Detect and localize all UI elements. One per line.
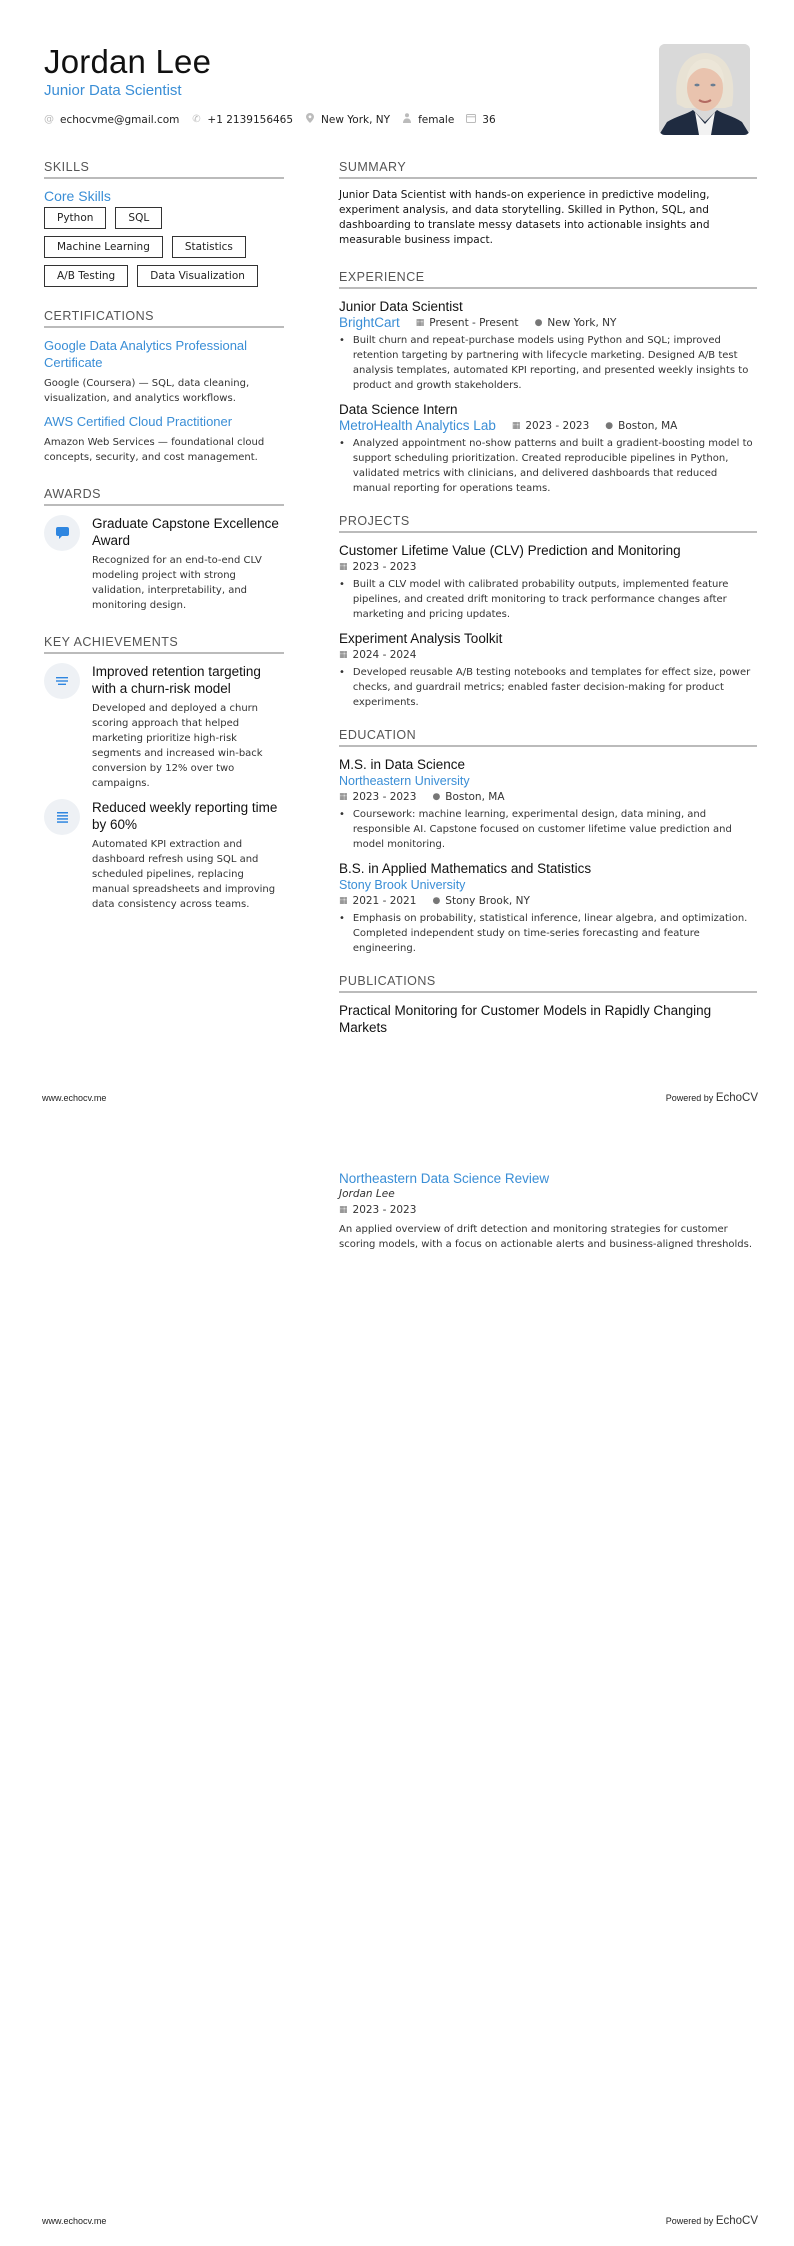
footer-powered: Powered by EchoCV [665, 2215, 758, 2227]
person-icon [402, 113, 412, 126]
summary-text: Junior Data Scientist with hands-on experience in predictive modeling, experiment analysis, and data storytelling. Skilled in Python, SQL, and dashboarding to translate messy datasets into actionable insights and measurable business impact. [339, 189, 710, 246]
publication-continued [339, 1170, 757, 1252]
education-location: Stony Brook, NY [445, 895, 530, 907]
project-dates: 2023 - 2023 [352, 561, 417, 573]
certification-desc: Google (Coursera) — SQL, data cleaning, visualization, and analytics workflows. [44, 378, 250, 404]
skill-tag: SQL [115, 207, 162, 229]
contact-list [44, 113, 750, 126]
job-role: Junior Data Scientist [339, 299, 463, 314]
contact-email-value: echocvme@gmail.com [60, 113, 180, 126]
project-title: Experiment Analysis Toolkit [339, 631, 503, 646]
school-name: Stony Brook University [339, 878, 466, 892]
calendar-icon [466, 114, 476, 126]
contact-location [305, 113, 390, 126]
achievement-title: Improved retention targeting with a churn-risk model [92, 664, 261, 696]
chat-bubble-icon [44, 515, 80, 551]
profile-photo [659, 44, 750, 135]
lines-icon [44, 663, 80, 699]
education-bullet-text: Emphasis on probability, statistical inference, linear algebra, and optimization. Completed independent study on time-series forecasting and feature engineering. [352, 913, 748, 954]
certifications-section [44, 309, 284, 465]
skill-tag: Data Visualization [137, 265, 258, 287]
calendar-icon: ▦ [339, 792, 348, 802]
contact-location-value: New York, NY [321, 113, 391, 126]
certification-name: AWS Certified Cloud Practitioner [44, 414, 233, 429]
skill-tag: A/B Testing [44, 265, 128, 287]
location-icon: ● [605, 421, 614, 431]
school-name: Northeastern University [339, 774, 470, 788]
achievement-item [44, 663, 284, 791]
achievement-title: Reduced weekly reporting time by 60% [92, 800, 278, 832]
location-icon [305, 113, 315, 126]
education-bullet: • Coursework: machine learning, experimental design, data mining, and responsible AI. Capstone focused on customer lifetime value prediction and model monitoring. [339, 807, 757, 852]
project-dates: 2024 - 2024 [352, 649, 417, 661]
resume-page-2 [0, 1123, 794, 2246]
candidate-name: Jordan Lee [44, 43, 212, 80]
project-title: Customer Lifetime Value (CLV) Prediction and Monitoring [339, 543, 681, 558]
publication-title: Practical Monitoring for Customer Models in Rapidly Changing Markets [339, 1003, 712, 1035]
degree: M.S. in Data Science [339, 757, 466, 772]
education-section [339, 728, 757, 956]
projects-section [339, 514, 757, 710]
publication-dates: 2023 - 2023 [352, 1204, 417, 1216]
page-footer [42, 1092, 758, 1104]
calendar-icon: ▦ [339, 650, 348, 660]
skill-tag: Machine Learning [44, 236, 163, 258]
project-bullet-text: Developed reusable A/B testing notebooks and templates for effect size, power checks, and guardrail metrics; enabled faster decision-making for product experiments. [352, 667, 751, 708]
publication-author: Jordan Lee [339, 1188, 395, 1200]
job-meta [339, 418, 757, 434]
education-bullet-text: Coursework: machine learning, experimental design, data mining, and responsible AI. Capstone focused on customer lifetime value prediction and model monitoring. [352, 809, 732, 850]
achievements-section [44, 635, 284, 912]
education-dates: 2023 - 2023 [352, 791, 417, 803]
page-footer [42, 2215, 758, 2227]
job-bullet-text: Built churn and repeat-purchase models using Python and SQL; improved retention targeting by partnering with lifecycle marketing. Designed A/B test analysis templates, automated KPI reporting, and presented weekly insights to product and growth stakeholders. [352, 335, 749, 391]
section-heading: EXPERIENCE [339, 270, 757, 289]
contact-gender-value: female [418, 113, 455, 126]
contact-phone[interactable] [191, 114, 293, 126]
achievement-desc: Developed and deployed a churn scoring approach that helped marketing prioritize high-risk segments and increased win-back conversion by 12% over two campaigns. [92, 703, 263, 789]
certification-name: Google Data Analytics Professional Certificate [44, 338, 248, 370]
section-heading: EDUCATION [339, 728, 757, 747]
contact-age [466, 114, 495, 126]
education-entry [339, 756, 757, 852]
award-title: Graduate Capstone Excellence Award [92, 516, 279, 548]
phone-icon: ✆ [192, 114, 201, 125]
job-meta [339, 315, 757, 331]
publications-section [339, 974, 757, 1036]
calendar-icon: ▦ [339, 562, 348, 572]
section-heading: SUMMARY [339, 160, 757, 179]
section-heading: AWARDS [44, 487, 284, 506]
skill-tag: Python [44, 207, 106, 229]
publication-desc: An applied overview of drift detection and monitoring strategies for customer scoring models, with a focus on actionable alerts and business-aligned thresholds. [339, 1224, 753, 1250]
echocv-logo: EchoCV [715, 1092, 758, 1104]
job-role: Data Science Intern [339, 402, 458, 417]
job-bullet: • Built churn and repeat-purchase models using Python and SQL; improved retention targeting by partnering with lifecycle marketing. Designed A/B test analysis templates, automated KPI reporting, and presented weekly insights to product and growth stakeholders. [339, 333, 757, 393]
list-icon [44, 799, 80, 835]
skills-section [44, 160, 284, 287]
echocv-logo: EchoCV [715, 2215, 758, 2227]
skill-tag: Statistics [172, 236, 246, 258]
experience-entry [339, 401, 757, 496]
degree: B.S. in Applied Mathematics and Statistics [339, 861, 592, 876]
project-bullet: • Developed reusable A/B testing notebooks and templates for effect size, power checks, and guardrail metrics; enabled faster decision-making for product experiments. [339, 665, 757, 710]
certification-desc: Amazon Web Services — foundational cloud concepts, security, and cost management. [44, 437, 265, 463]
education-dates: 2021 - 2021 [352, 895, 417, 907]
contact-phone-value: +1 2139156465 [207, 113, 294, 126]
publication-venue: Northeastern Data Science Review [339, 1171, 550, 1186]
award-desc: Recognized for an end-to-end CLV modeling project with strong validation, interpretability, and monitoring design. [92, 555, 262, 611]
contact-gender [402, 113, 454, 126]
project-entry [339, 630, 757, 710]
section-heading: PUBLICATIONS [339, 974, 757, 993]
job-dates: 2023 - 2023 [525, 420, 590, 432]
calendar-icon: ▦ [339, 1205, 348, 1215]
education-location: Boston, MA [445, 791, 505, 803]
candidate-title: Junior Data Scientist [44, 82, 182, 99]
section-heading: CERTIFICATIONS [44, 309, 284, 328]
company-name: MetroHealth Analytics Lab [339, 418, 496, 433]
footer-powered: Powered by EchoCV [665, 1092, 758, 1104]
section-heading: SKILLS [44, 160, 284, 179]
resume-header [44, 44, 750, 140]
project-entry [339, 542, 757, 622]
footer-website[interactable]: www.echocv.me [42, 1093, 107, 1103]
right-column [339, 160, 757, 1058]
project-bullet: • Built a CLV model with calibrated probability outputs, implemented feature pipelines, and created drift monitoring to track performance changes after marketing and pricing updates. [339, 577, 757, 622]
achievement-item [44, 799, 284, 912]
job-bullet-text: Analyzed appointment no-show patterns and built a gradient-boosting model to support scheduling prioritization. Created reproducible pipelines in Python, validated metrics with clinicians, and delivered dashboards that reduced manual reporting for operations teams. [352, 438, 753, 494]
calendar-icon: ▦ [511, 421, 521, 431]
award-item [44, 515, 284, 613]
calendar-icon: ▦ [415, 318, 425, 328]
job-location: Boston, MA [618, 420, 678, 432]
location-icon: ● [432, 896, 441, 906]
summary-section [339, 160, 757, 248]
project-bullet-text: Built a CLV model with calibrated probability outputs, implemented feature pipelines, and created drift monitoring to track performance changes after marketing and pricing updates. [352, 579, 729, 620]
awards-section [44, 487, 284, 613]
left-column [44, 160, 284, 934]
at-icon: @ [44, 114, 54, 125]
experience-entry [339, 298, 757, 393]
experience-section [339, 270, 757, 496]
education-bullet: • Emphasis on probability, statistical inference, linear algebra, and optimization. Completed independent study on time-series forecasting and feature engineering. [339, 911, 757, 956]
achievement-desc: Automated KPI extraction and dashboard refresh using SQL and scheduled pipelines, replacing manual spreadsheets and improving data consistency across teams. [92, 839, 276, 910]
location-icon: ● [432, 792, 441, 802]
location-icon: ● [534, 318, 543, 328]
job-bullet: • Analyzed appointment no-show patterns and built a gradient-boosting model to support scheduling prioritization. Created reproducible pipelines in Python, validated metrics with clinicians, and delivered dashboards that reduced manual reporting for operations teams. [339, 436, 757, 496]
section-heading: PROJECTS [339, 514, 757, 533]
contact-email[interactable] [44, 114, 179, 126]
calendar-icon: ▦ [339, 896, 348, 906]
section-heading: KEY ACHIEVEMENTS [44, 635, 284, 654]
education-entry [339, 860, 757, 956]
skill-tags [44, 207, 284, 287]
skills-group-title: Core Skills [44, 188, 111, 204]
footer-website[interactable]: www.echocv.me [42, 2216, 107, 2226]
company-name: BrightCart [339, 315, 400, 330]
job-location: New York, NY [547, 317, 617, 329]
contact-age-value: 36 [482, 113, 496, 126]
job-dates: Present - Present [429, 317, 519, 329]
